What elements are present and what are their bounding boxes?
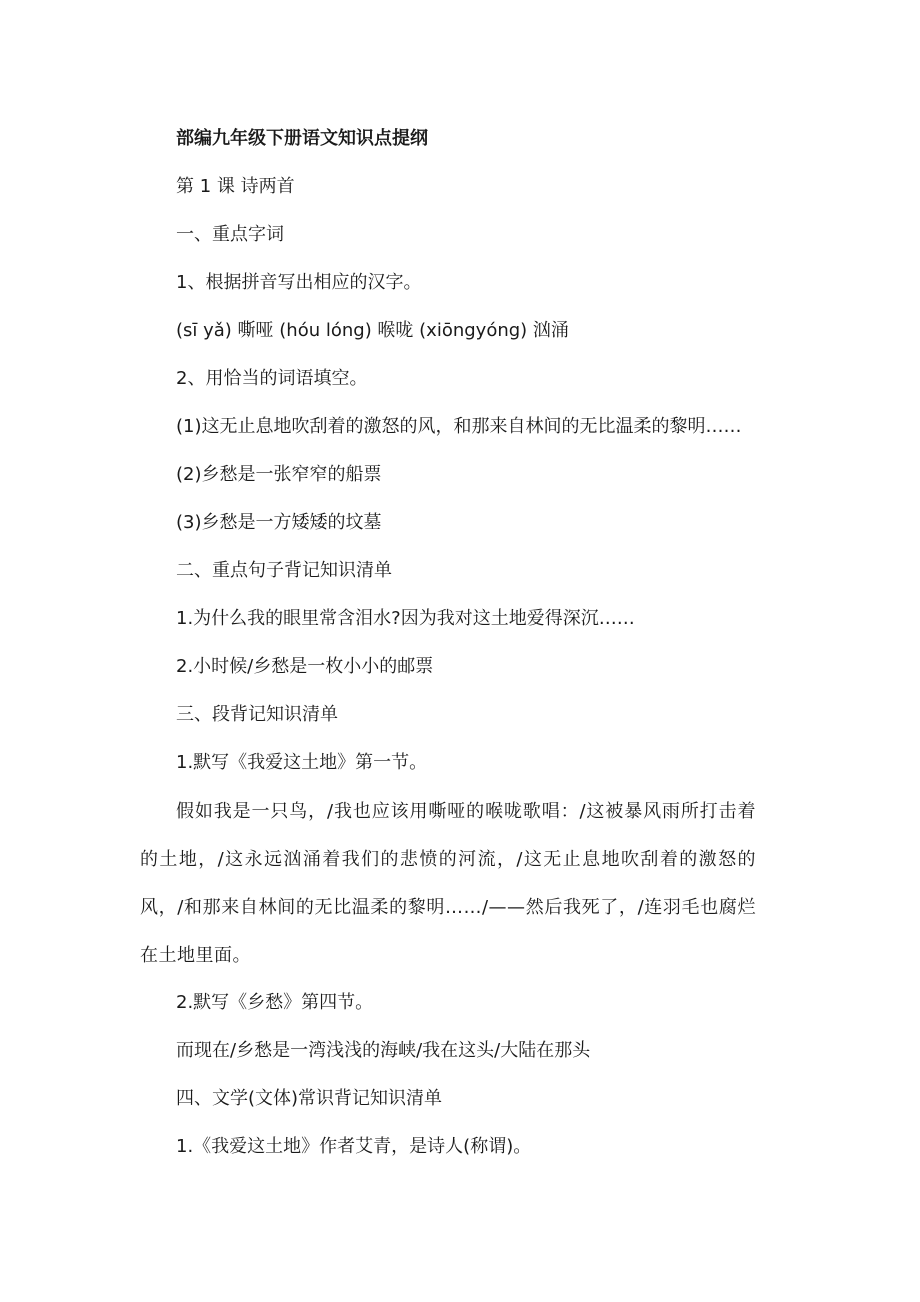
lesson-heading: 第 1 课 诗两首: [176, 176, 295, 197]
fill-answer-2: (2)乡愁是一张窄窄的船票: [176, 464, 382, 485]
recite-instruction-1: 1.默写《我爱这土地》第一节。: [176, 752, 428, 773]
section-heading-2: 二、重点句子背记知识清单: [176, 560, 392, 581]
key-sentence-2: 2.小时候/乡愁是一枚小小的邮票: [176, 656, 434, 677]
section-heading-3: 三、段背记知识清单: [176, 704, 338, 725]
fill-answer-3: (3)乡愁是一方矮矮的坟墓: [176, 512, 382, 533]
pinyin-line: (sī yǎ) 嘶哑 (hóu lóng) 喉咙 (xiōngyóng) 汹涌: [176, 320, 569, 341]
recite-passage-1: 假如我是一只鸟，/我也应该用嘶哑的喉咙歌唱：/这被暴风雨所打击着的土地，/这永远汹涌着我们的悲愤的河流，/这无止息地吹刮着的激怒的风，/和那来自林间的无比温柔的黎明……/——然后我死了，/连羽毛也腐烂在土地里面。: [140, 801, 756, 966]
document-title: 部编九年级下册语文知识点提纲: [176, 128, 428, 149]
section-heading-1: 一、重点字词: [176, 224, 284, 245]
item-pinyin-instruction: 1、根据拼音写出相应的汉字。: [176, 272, 422, 293]
key-sentence-1: 1.为什么我的眼里常含泪水?因为我对这土地爱得深沉……: [176, 608, 635, 629]
section-heading-4: 四、文学(文体)常识背记知识清单: [176, 1088, 443, 1109]
item-fill-instruction: 2、用恰当的词语填空。: [176, 368, 368, 389]
literature-note-1: 1.《我爱这土地》作者艾青，是诗人(称谓)。: [176, 1136, 532, 1157]
recite-instruction-2: 2.默写《乡愁》第四节。: [176, 992, 374, 1013]
fill-answer-1: (1)这无止息地吹刮着的激怒的风，和那来自林间的无比温柔的黎明……: [176, 416, 742, 437]
recite-passage-2: 而现在/乡愁是一湾浅浅的海峡/我在这头/大陆在那头: [176, 1040, 591, 1061]
